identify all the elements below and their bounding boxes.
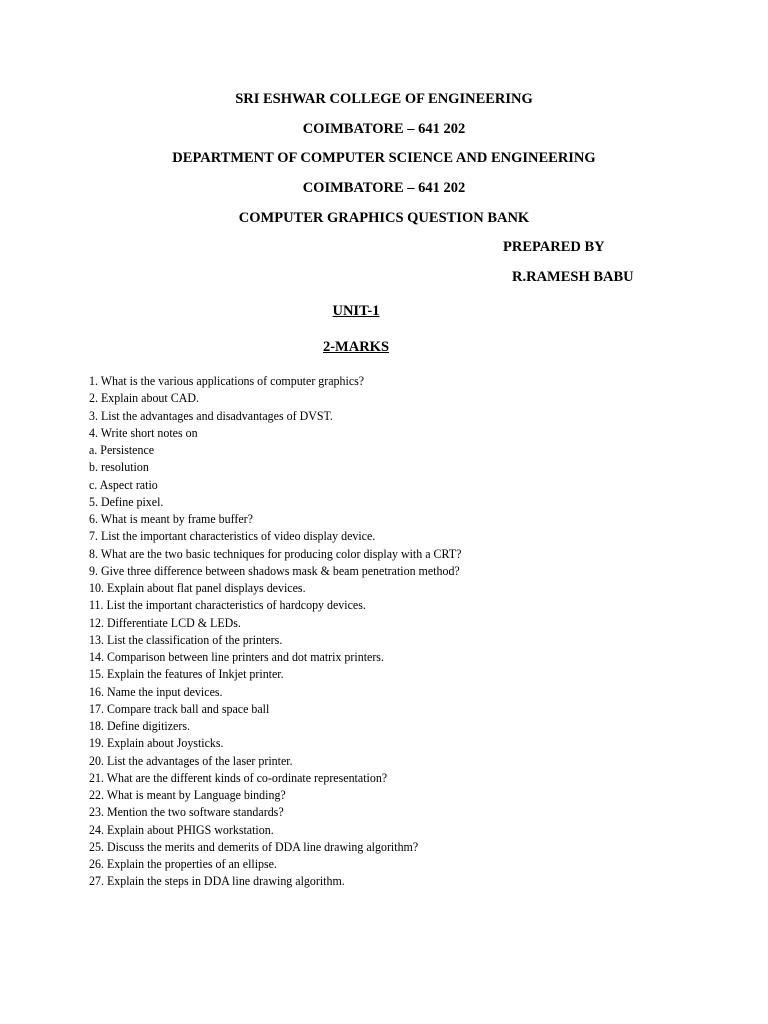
list-item: 17. Compare track ball and space ball (89, 700, 270, 716)
list-item: 2. Explain about CAD. (89, 390, 199, 406)
list-item: 11. List the important characteristics of hardcopy devices. (89, 597, 366, 613)
department-name: DEPARTMENT OF COMPUTER SCIENCE AND ENGINEERING (172, 150, 596, 166)
list-item: 9. Give three difference between shadows mask & beam penetration method? (89, 562, 460, 578)
list-item: a. Persistence (89, 442, 155, 457)
college-name: SRI ESHWAR COLLEGE OF ENGINEERING (235, 91, 533, 107)
list-item: 1. What is the various applications of computer graphics? (89, 373, 365, 388)
list-item: 12. Differentiate LCD & LEDs. (89, 614, 241, 630)
department-location: COIMBATORE – 641 202 (302, 180, 466, 196)
list-item: 23. Mention the two software standards? (89, 804, 284, 820)
question-list (89, 372, 696, 890)
list-item: 22. What is meant by Language binding? (89, 787, 286, 802)
unit-heading-text: UNIT-1 (332, 303, 380, 319)
list-item: 10. Explain about flat panel displays devices. (89, 580, 306, 595)
college-location: COIMBATORE – 641 202 (302, 121, 466, 137)
list-item: 19. Explain about Joysticks. (89, 735, 224, 751)
author-name: R.RAMESH BABU (512, 269, 634, 285)
list-item: 26. Explain the properties of an ellipse. (89, 856, 277, 871)
list-item: 18. Define digitizers. (89, 718, 190, 733)
list-item: 24. Explain about PHIGS workstation. (89, 821, 274, 837)
list-item: 7. List the important characteristics of video display device. (89, 528, 376, 544)
marks-heading (0, 338, 712, 356)
list-item: 21. What are the different kinds of co-ordinate representation? (89, 769, 388, 785)
list-item: b. resolution (89, 459, 149, 475)
prepared-by-label: PREPARED BY (503, 239, 605, 255)
list-item: 13. List the classification of the printers. (89, 631, 283, 647)
list-item: 27. Explain the steps in DDA line drawing algorithm. (89, 873, 345, 889)
list-item: 3. List the advantages and disadvantages of DVST. (89, 407, 333, 423)
unit-heading (0, 302, 712, 320)
list-item: 4. Write short notes on (89, 424, 198, 440)
marks-heading-text: 2-MARKS (322, 339, 390, 355)
document-title: COMPUTER GRAPHICS QUESTION BANK (238, 210, 530, 226)
list-item: 14. Comparison between line printers and dot matrix printers. (89, 649, 384, 664)
list-item: 15. Explain the features of Inkjet printer. (89, 666, 284, 682)
list-item: 8. What are the two basic techniques for producing color display with a CRT? (89, 545, 462, 561)
list-item: 5. Define pixel. (89, 493, 164, 509)
list-item: 25. Discuss the merits and demerits of DDA line drawing algorithm? (89, 838, 419, 854)
list-item: c. Aspect ratio (89, 476, 158, 492)
list-item: 20. List the advantages of the laser printer. (89, 752, 293, 768)
list-item: 6. What is meant by frame buffer? (89, 511, 253, 526)
list-item: 16. Name the input devices. (89, 683, 223, 699)
